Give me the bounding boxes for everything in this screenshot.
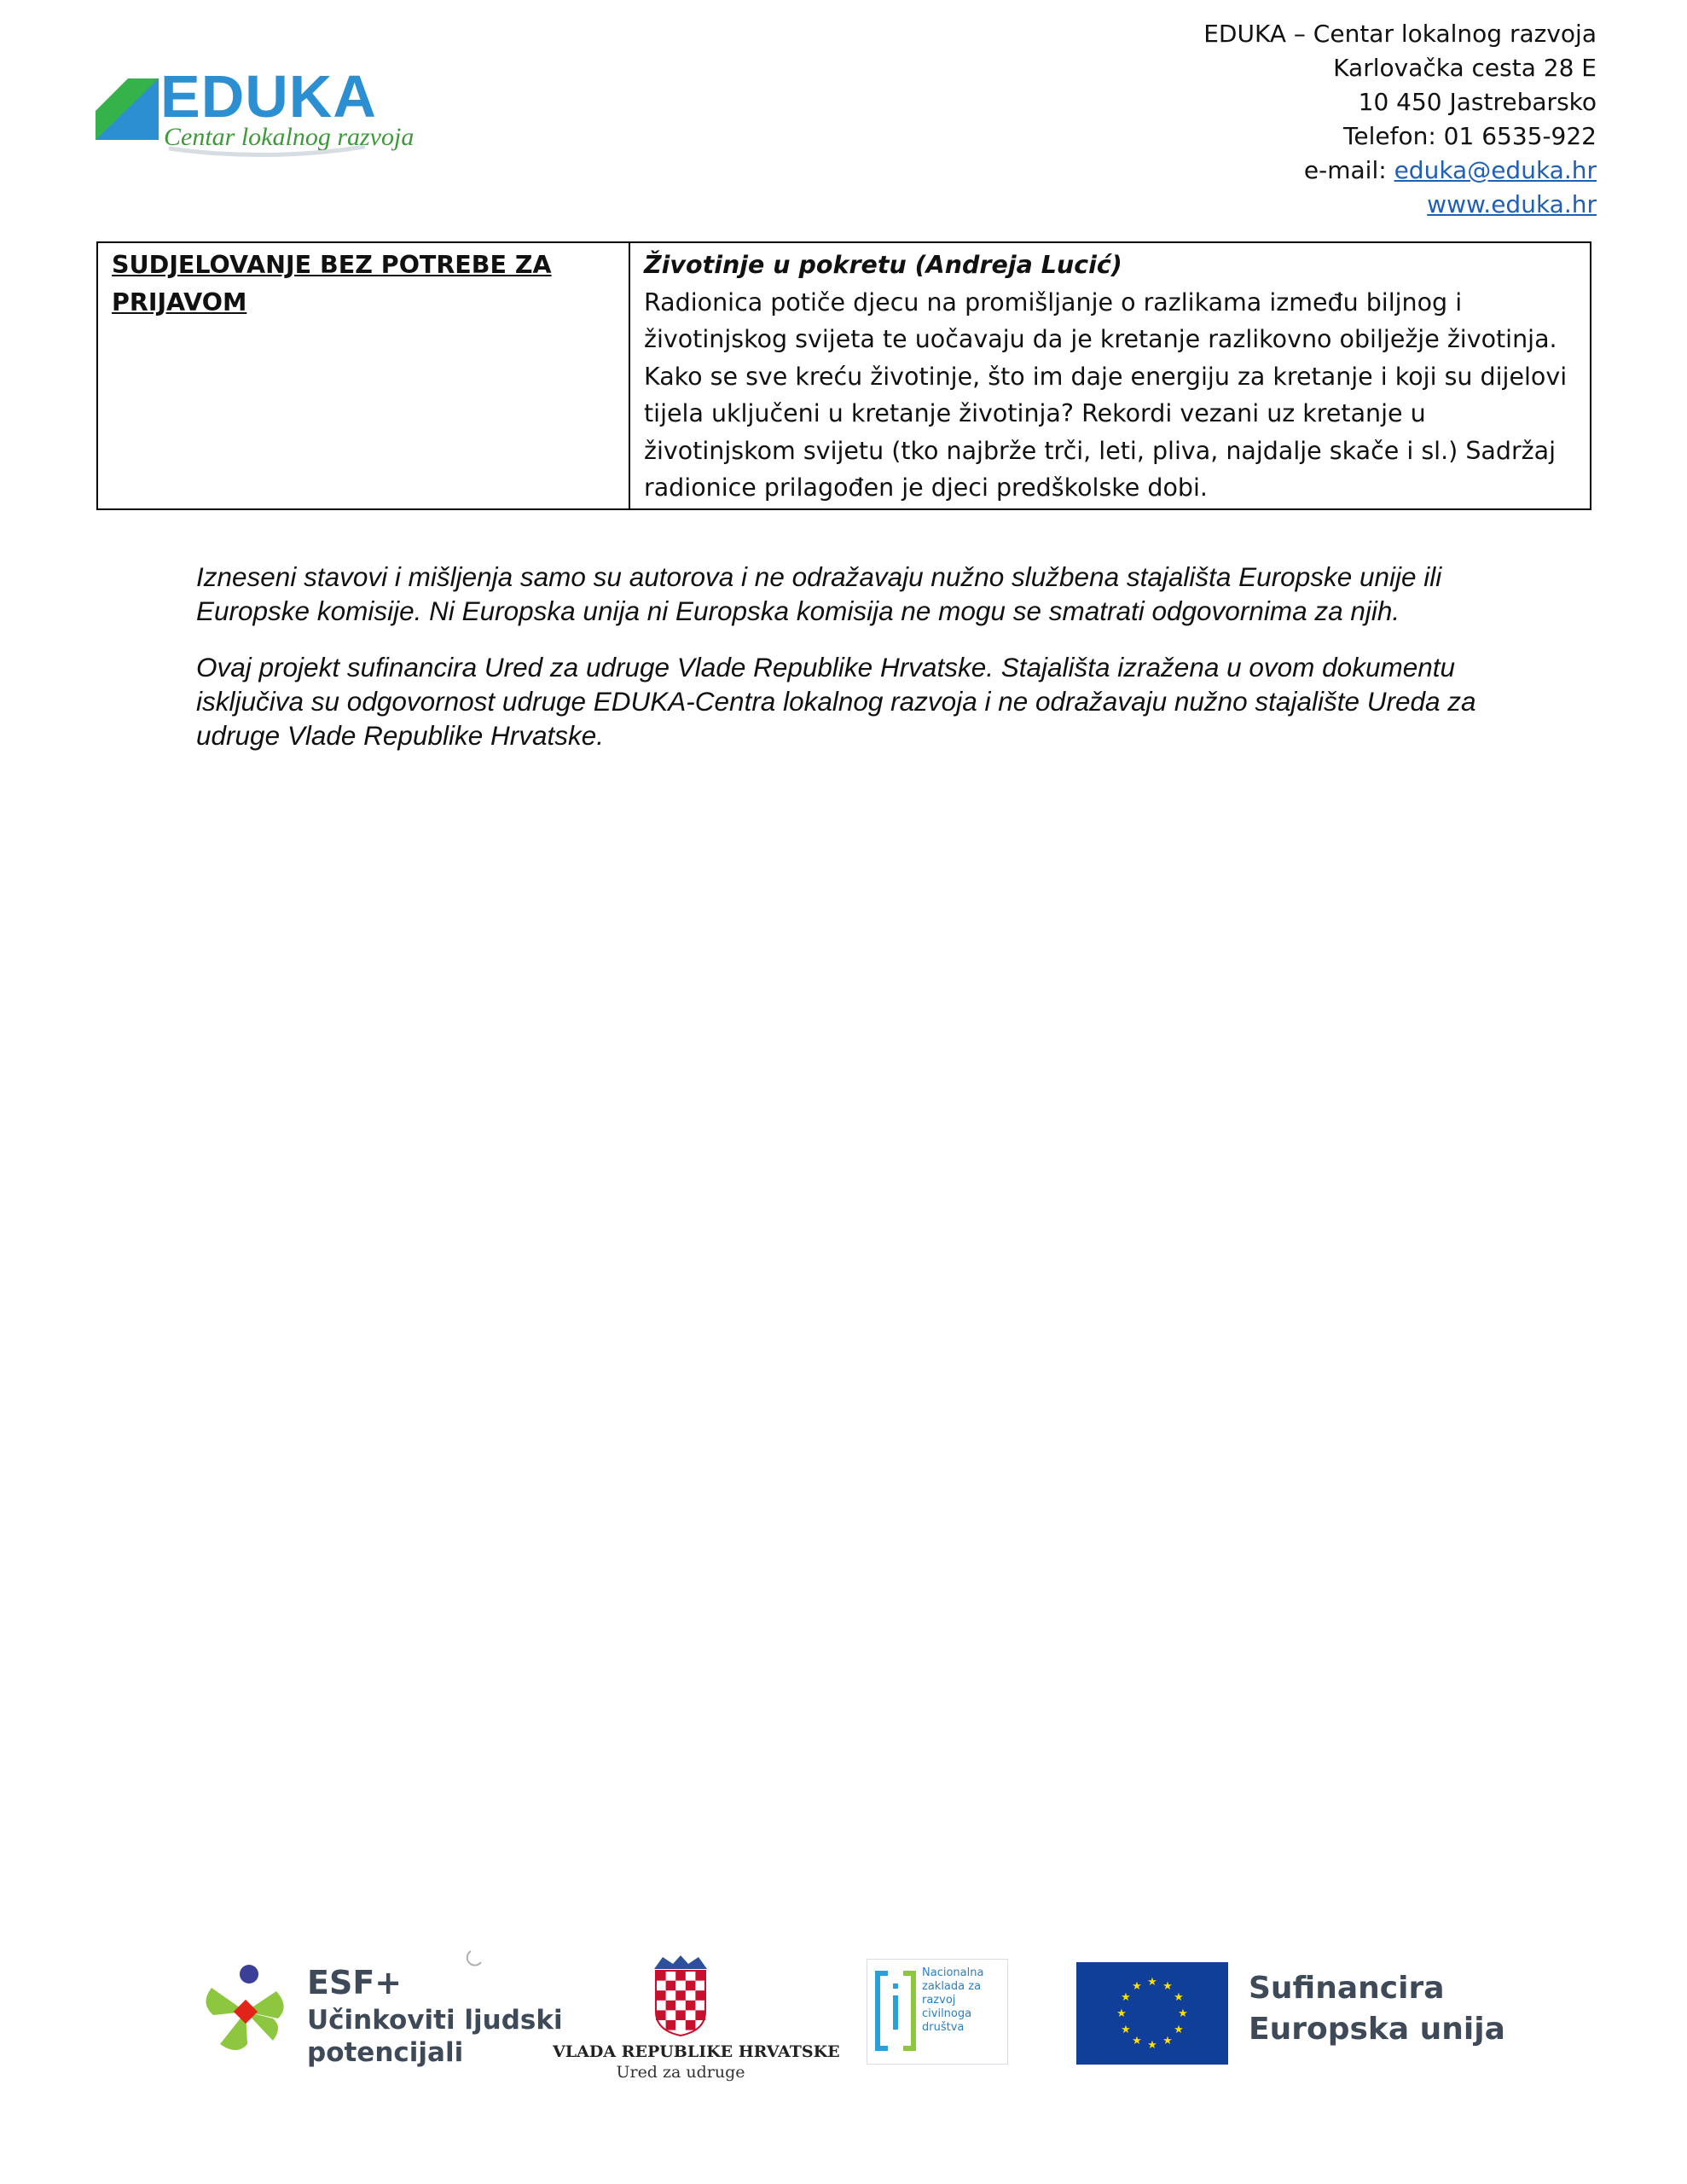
contact-org: EDUKA – Centar lokalnog razvoja [1203, 20, 1597, 48]
zaklada-logo [867, 1959, 1008, 2065]
esf-logo [194, 1954, 563, 2073]
eduka-logo-tagline: Centar lokalnog razvoja [164, 123, 415, 151]
contact-city: 10 450 Jastrebarsko [1358, 88, 1597, 116]
footer-logos [0, 1937, 1687, 2090]
zaklada-bracket-icon [872, 1966, 919, 2055]
disclaimer-government: Ovaj projekt sufinancira Ured za udruge Vlade Republike Hrvatske. Stajališta izražena u ovom dokumentu isključiva su odgovornost udruge EDUKA-Centra lokalnog razvoja i ne odražavaju nužno stajalište Ureda za udruge Vlade Republike Hrvatske. [196, 652, 1476, 751]
esf-subtitle-1: Učinkoviti ljudski [307, 2005, 563, 2036]
workshop-description: Radionica potiče djecu na promišljanje o razlikama između biljnog i životinjskog svijeta te uočavaju da je kretanje razlikovno obilježje životinja. Kako se sve kreću životinje, što im daje energiju za kretanje i koji su dijelovi tijela uključeni u kretanje životinja? Rekordi vezani uz kretanje u životinjskom svijetu (tko najbrže trči, leti, pliva, najdalje skače i sl.) Sadržaj radionice prilagođen je djeci predškolske dobi. [644, 288, 1568, 502]
svg-text:★: ★ [1162, 1980, 1173, 1993]
table-row [97, 242, 1591, 509]
registration-heading: SUDJELOVANJE BEZ POTREBE ZA PRIJAVOM [97, 242, 629, 509]
svg-text:★: ★ [1178, 2007, 1188, 2020]
svg-text:★: ★ [1116, 2007, 1127, 2020]
svg-text:★: ★ [1147, 2039, 1157, 2052]
workshop-title: Životinje u pokretu (Andreja Lucić) [644, 251, 1122, 279]
eu-title: Sufinancira [1249, 1971, 1445, 2006]
eu-subtitle: Europska unija [1249, 2012, 1505, 2047]
eu-logo [1076, 1962, 1503, 2066]
svg-text:★: ★ [1132, 1980, 1142, 1993]
contact-phone: Telefon: 01 6535-922 [1343, 122, 1597, 150]
contact-email-line [1203, 154, 1597, 188]
svg-text:★: ★ [1174, 2024, 1184, 2036]
esf-crescent-icon [466, 1949, 484, 1967]
vlada-logo [553, 1952, 840, 2088]
zaklada-text: Nacionalna zaklada za razvoj civilnoga društva [922, 1966, 984, 2034]
svg-text:★: ★ [1132, 2035, 1142, 2048]
eduka-logo-swoosh-icon [169, 143, 365, 160]
eduka-logo-brand: EDUKA [160, 63, 377, 130]
esf-pinwheel-icon [194, 1962, 295, 2063]
workshop-cell [629, 242, 1591, 509]
vlada-title: VLADA REPUBLIKE HRVATSKE [553, 2042, 840, 2061]
disclaimer [196, 560, 1527, 775]
vlada-subtitle: Ured za udruge [616, 2063, 745, 2082]
disclaimer-eu: Izneseni stavovi i mišljenja samo su autorova i ne odražavaju nužno službena stajališta Europske unije ili Europske komisije. Ni Europska unija ni Europska komisija ne mogu se smatrati odgovornima za njih. [196, 561, 1442, 626]
eduka-logo-square-icon [96, 78, 159, 140]
esf-title: ESF+ [307, 1964, 403, 2001]
svg-text:★: ★ [1162, 2035, 1173, 2048]
contact-email-link[interactable]: eduka@eduka.hr [1394, 156, 1597, 184]
workshop-table [96, 241, 1591, 510]
svg-text:★: ★ [1147, 1976, 1157, 1989]
svg-text:★: ★ [1121, 2024, 1131, 2036]
contact-street: Karlovačka cesta 28 E [1333, 54, 1597, 82]
esf-subtitle-2: potencijali [307, 2037, 464, 2068]
croatian-coat-of-arms-icon [651, 1952, 710, 2037]
eduka-logo [92, 63, 415, 162]
eu-flag-icon [1076, 1962, 1228, 2065]
contact-email-label: e-mail: [1303, 156, 1394, 184]
contact-website-link[interactable]: www.eduka.hr [1427, 190, 1597, 218]
svg-text:★: ★ [1174, 1991, 1184, 2004]
svg-text:★: ★ [1121, 1991, 1131, 2004]
contact-block [1203, 17, 1597, 222]
